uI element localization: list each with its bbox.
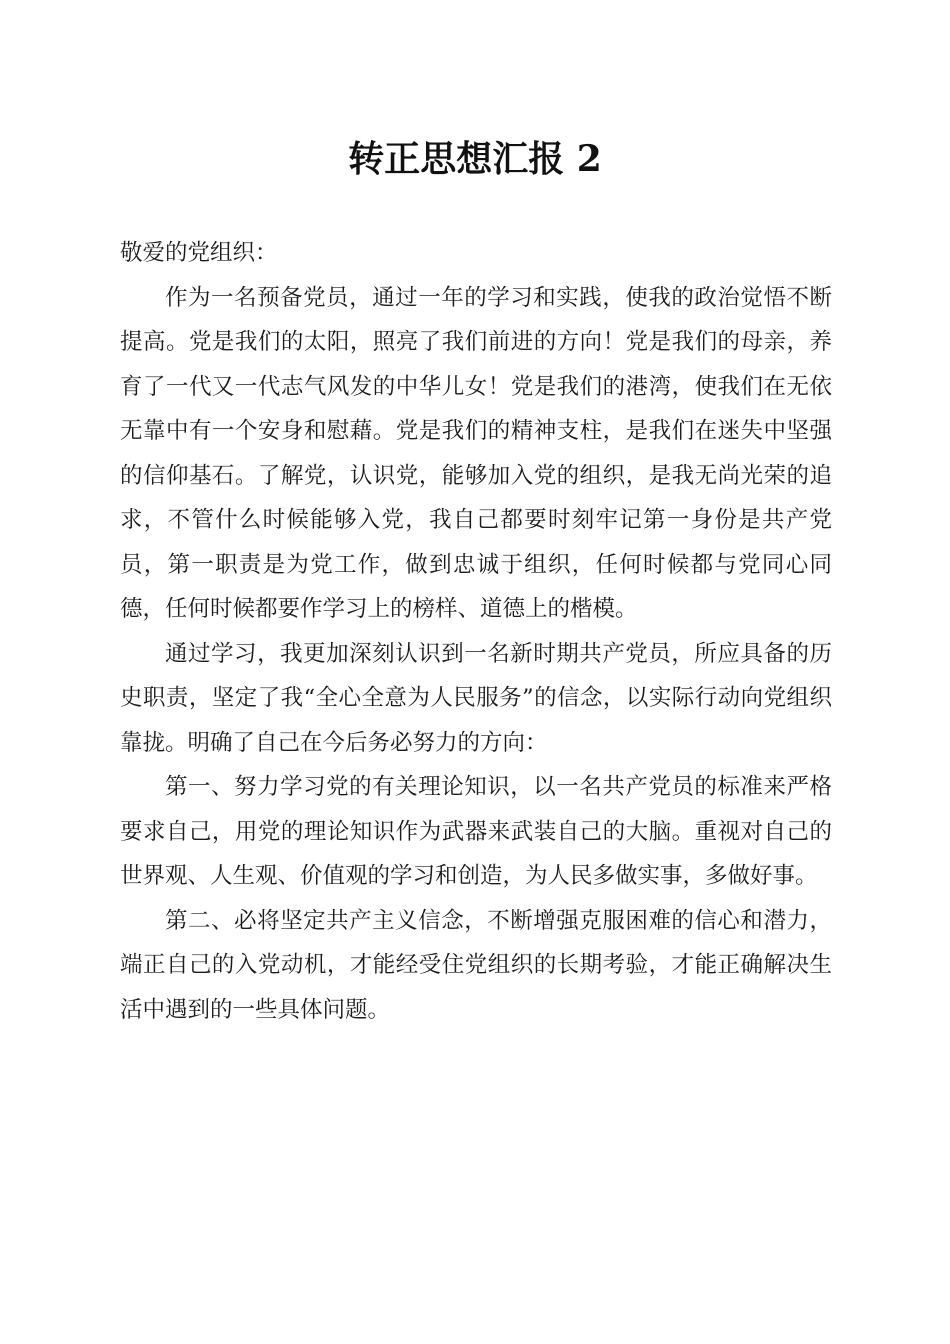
salutation: 敬爱的党组织： (120, 240, 278, 266)
paragraph-4: 第二、必将坚定共产主义信念，不断增强克服困难的信心和潜力，端正自己的入党动机，才能经受住党组织的长期考验，才能正确解决生活中遇到的一些具体问题。 (120, 907, 832, 1023)
paragraph-2: 通过学习，我更加深刻认识到一名新时期共产党员，所应具备的历史职责，坚定了我“全心全意为人民服务”的信念，以实际行动向党组织靠拢。明确了自己在今后务必努力的方向： (120, 640, 832, 756)
paragraph-3: 第一、努力学习党的有关理论知识，以一名共产党员的标准来严格要求自己，用党的理论知识作为武器来武装自己的大脑。重视对自己的世界观、人生观、价值观的学习和创造，为人民多做实事，多做好事。 (120, 774, 832, 889)
document-body (120, 231, 832, 1032)
document-title: 转正思想汇报 2 (348, 138, 602, 180)
paragraph-1: 作为一名预备党员，通过一年的学习和实践，使我的政治觉悟不断提高。党是我们的太阳，照亮了我们前进的方向！党是我们的母亲，养育了一代又一代志气风发的中华儿女！党是我们的港湾，使我们在无依无靠中有一个安身和慰藉。党是我们的精神支柱，是我们在迷失中坚强的信仰基石。了解党，认识党，能够加入党的组织，是我无尚光荣的追求，不管什么时候能够入党，我自己都要时刻牢记第一身份是共产党员，第一职责是为党工作，做到忠诚于组织，任何时候都与党同心同德，任何时候都要作学习上的榜样、道德上的楷模。 (120, 284, 832, 622)
